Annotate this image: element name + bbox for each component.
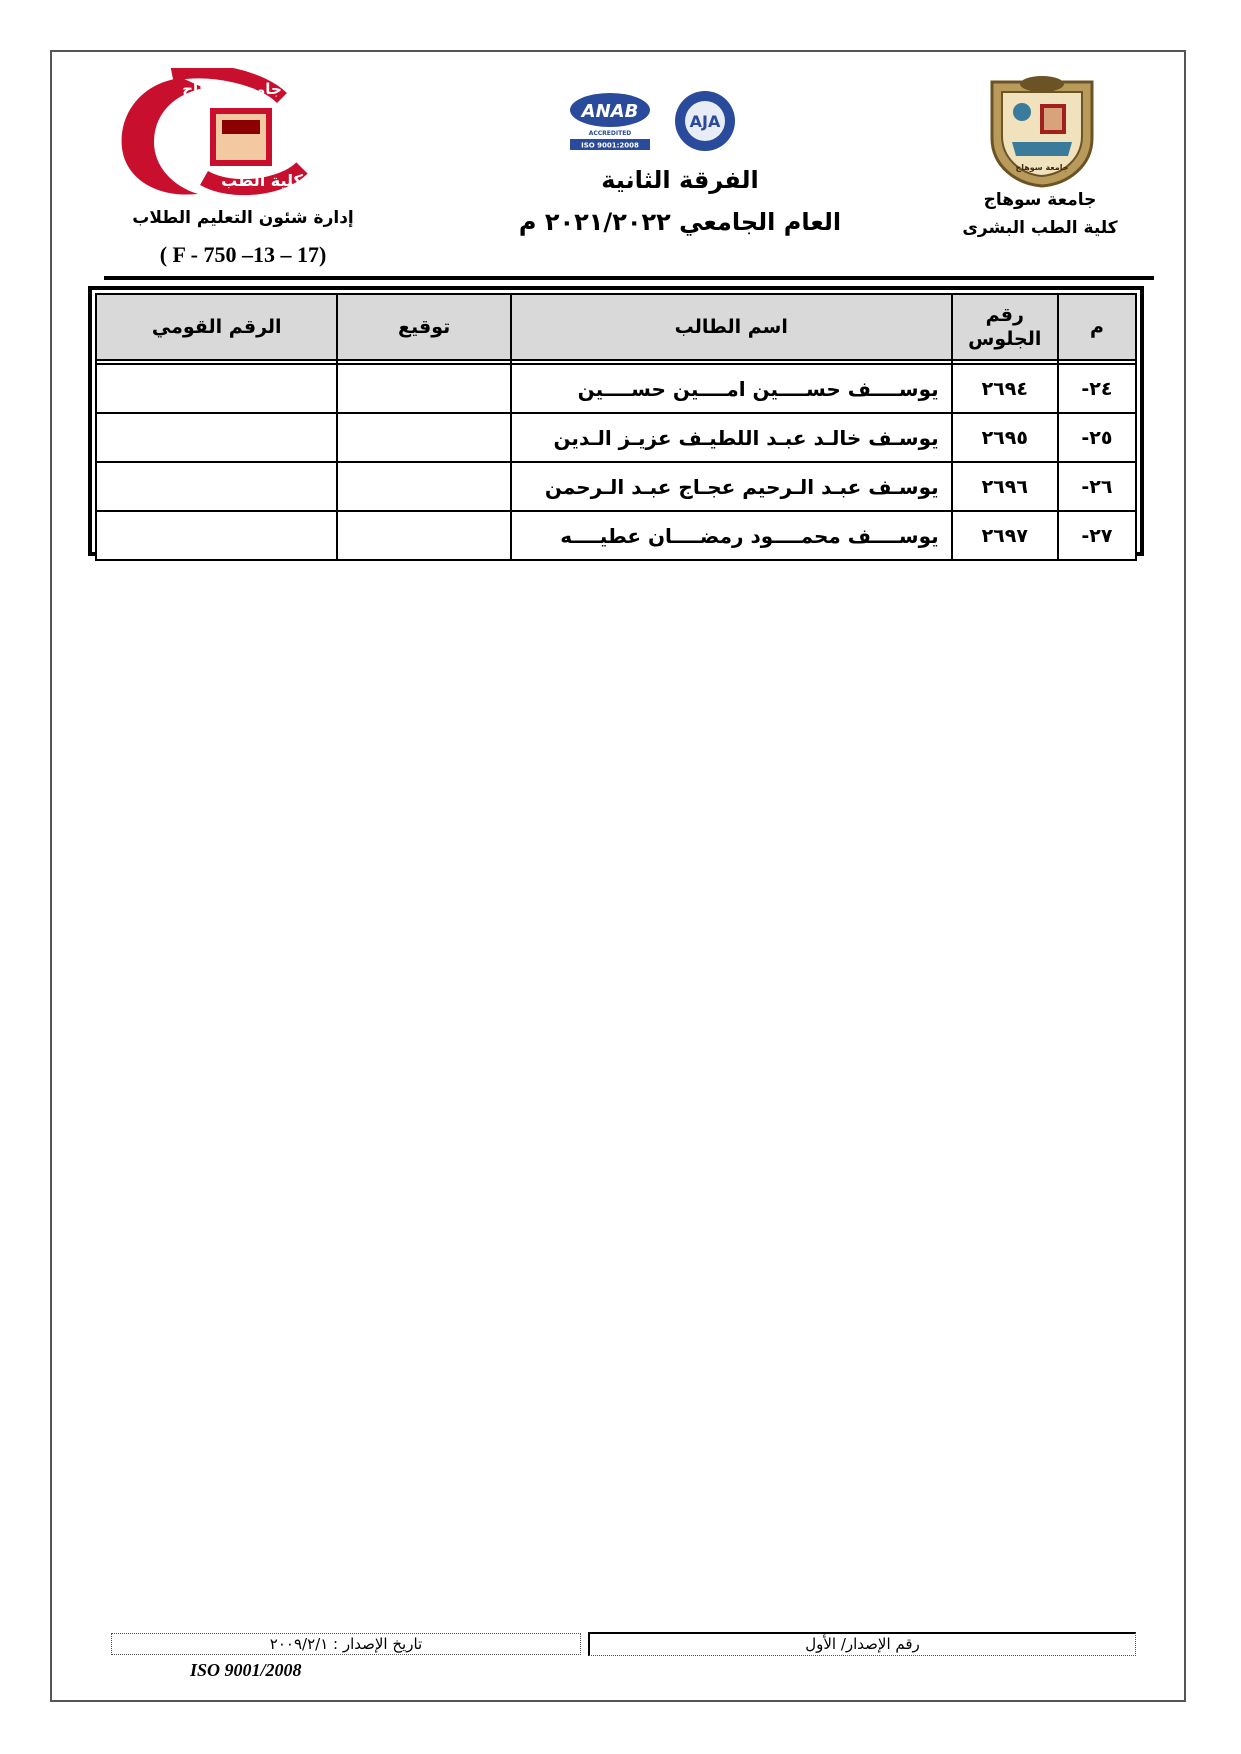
row-signature[interactable] — [337, 413, 510, 462]
year-level-title: الفرقة الثانية — [601, 166, 759, 194]
row-signature[interactable] — [337, 462, 510, 511]
header-no: م — [1058, 294, 1136, 360]
row-name: يوســــف محمــــود رمضــــان عطيــــه — [511, 511, 952, 560]
row-no: ٢٧- — [1058, 511, 1136, 560]
seal-text: جامعة سوهاج — [1015, 163, 1069, 172]
row-name: يوسـف خالـد عبـد اللطيـف عزيـز الـدين — [511, 413, 952, 462]
aja-text: AJA — [689, 112, 721, 131]
students-table-frame — [88, 286, 1144, 556]
academic-year-title: العام الجامعي ٢٠٢١/٢٠٢٢ م — [518, 208, 842, 236]
row-national-id[interactable] — [96, 462, 337, 511]
row-no: ٢٤- — [1058, 364, 1136, 413]
footer-issue-date: تاريخ الإصدار : ٢٠٠٩/٢/١ — [111, 1633, 581, 1655]
anab-iso-text: ISO 9001:2008 — [581, 141, 639, 150]
header-seat-number — [952, 294, 1058, 360]
faculty-name: كلية الطب البشرى — [962, 218, 1118, 238]
header-divider — [104, 276, 1154, 280]
table-row — [96, 462, 1136, 511]
row-no: ٢٦- — [1058, 462, 1136, 511]
row-no: ٢٥- — [1058, 413, 1136, 462]
row-name: يوسـف عبـد الـرحيم عجـاج عبـد الـرحمن — [511, 462, 952, 511]
logo-left-top-text: جامعة سوهاج — [182, 80, 282, 98]
table-row — [96, 364, 1136, 413]
faculty-medicine-logo — [112, 68, 312, 200]
row-signature[interactable] — [337, 511, 510, 560]
row-national-id[interactable] — [96, 413, 337, 462]
university-seal — [978, 72, 1106, 188]
row-seat: ٢٦٩٦ — [952, 462, 1058, 511]
row-name: يوســــف حســــين امــــين حســــين — [511, 364, 952, 413]
footer-issue-number: رقم الإصدار/ الأول — [588, 1632, 1136, 1656]
header-seat-line1: رقم — [985, 304, 1024, 326]
anab-sub-text: ACCREDITED — [588, 130, 632, 137]
logo-left-bottom-text: كلية الطب — [221, 171, 303, 190]
row-signature[interactable] — [337, 364, 510, 413]
row-national-id[interactable] — [96, 511, 337, 560]
header-seat-line2: الجلوس — [968, 328, 1042, 350]
row-national-id[interactable] — [96, 364, 337, 413]
footer-iso: ISO 9001/2008 — [190, 1660, 302, 1680]
row-seat: ٢٦٩٤ — [952, 364, 1058, 413]
department-name: إدارة شئون التعليم الطلاب — [132, 208, 354, 228]
table-header-row — [96, 294, 1136, 360]
accreditation-logos — [565, 88, 755, 158]
row-seat: ٢٦٩٧ — [952, 511, 1058, 560]
students-table — [95, 293, 1137, 561]
form-code: ( F - 750 –13 – 17) — [159, 242, 327, 267]
row-seat: ٢٦٩٥ — [952, 413, 1058, 462]
header-national-id: الرقم القومي — [96, 294, 337, 360]
header-signature: توقيع — [337, 294, 510, 360]
table-row — [96, 413, 1136, 462]
header-student-name: اسم الطالب — [511, 294, 952, 360]
anab-text: ANAB — [581, 101, 639, 122]
table-row — [96, 511, 1136, 560]
university-name: جامعة سوهاج — [983, 190, 1097, 210]
